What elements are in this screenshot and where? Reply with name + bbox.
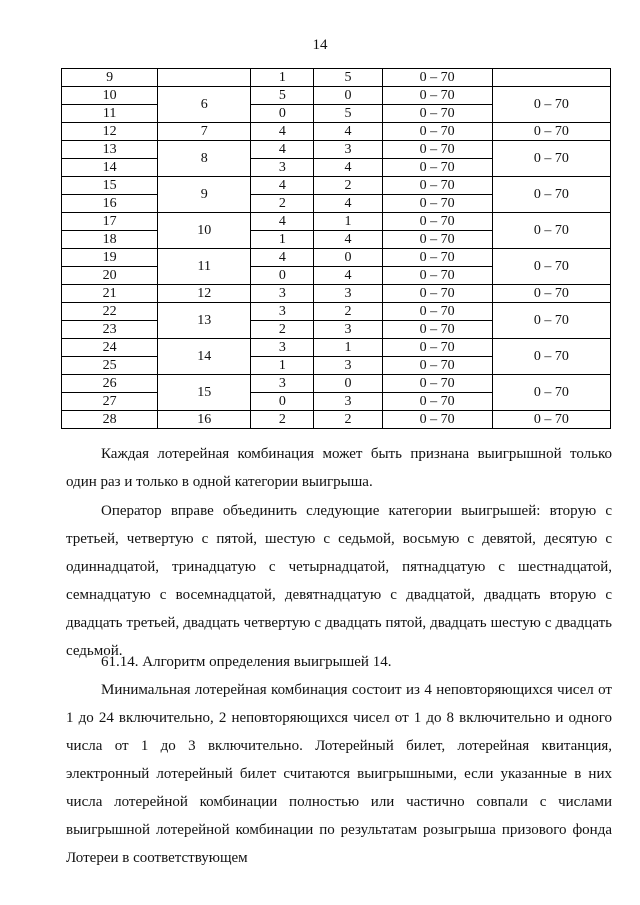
table-row (62, 87, 611, 105)
cell-match-count-b: 0 (314, 249, 382, 267)
cell-prize-category: 11 (158, 249, 251, 285)
paragraph-minimal-combination (66, 676, 612, 872)
cell-combined-range: 0 – 70 (492, 177, 610, 213)
paragraph-text: Каждая лотерейная комбинация может быть признана выигрышной только один раз и только в одной категории выигрыша. (66, 446, 612, 490)
table-row (62, 213, 611, 231)
cell-percent-range: 0 – 70 (382, 249, 492, 267)
cell-match-count-a: 4 (251, 177, 314, 195)
cell-match-count-a: 5 (251, 87, 314, 105)
cell-percent-range: 0 – 70 (382, 267, 492, 285)
cell-combined-range: 0 – 70 (492, 141, 610, 177)
cell-prize-category (158, 69, 251, 87)
cell-percent-range: 0 – 70 (382, 159, 492, 177)
table-row (62, 285, 611, 303)
cell-match-count-a: 3 (251, 285, 314, 303)
cell-percent-range: 0 – 70 (382, 357, 492, 375)
cell-combination-number: 11 (62, 105, 158, 123)
cell-prize-category: 16 (158, 411, 251, 429)
table-row (62, 339, 611, 357)
cell-match-count-b: 4 (314, 267, 382, 285)
cell-match-count-b: 5 (314, 69, 382, 87)
cell-prize-category: 8 (158, 141, 251, 177)
cell-match-count-b: 1 (314, 339, 382, 357)
cell-match-count-a: 0 (251, 393, 314, 411)
cell-percent-range: 0 – 70 (382, 105, 492, 123)
paragraph-single-category (66, 440, 612, 496)
cell-percent-range: 0 – 70 (382, 411, 492, 429)
page-number: 14 (312, 37, 328, 53)
cell-match-count-b: 3 (314, 393, 382, 411)
cell-combined-range: 0 – 70 (492, 213, 610, 249)
cell-match-count-b: 1 (314, 213, 382, 231)
cell-combined-range (492, 69, 610, 87)
cell-match-count-a: 3 (251, 159, 314, 177)
cell-match-count-a: 2 (251, 195, 314, 213)
cell-combination-number: 20 (62, 267, 158, 285)
cell-match-count-a: 4 (251, 141, 314, 159)
cell-combination-number: 24 (62, 339, 158, 357)
cell-match-count-a: 0 (251, 105, 314, 123)
cell-match-count-a: 3 (251, 339, 314, 357)
cell-combination-number: 22 (62, 303, 158, 321)
cell-combination-number: 23 (62, 321, 158, 339)
cell-match-count-a: 1 (251, 357, 314, 375)
cell-combined-range: 0 – 70 (492, 87, 610, 123)
cell-match-count-a: 2 (251, 321, 314, 339)
cell-match-count-b: 4 (314, 195, 382, 213)
cell-combination-number: 19 (62, 249, 158, 267)
cell-combination-number: 15 (62, 177, 158, 195)
cell-prize-category: 7 (158, 123, 251, 141)
cell-combination-number: 25 (62, 357, 158, 375)
cell-match-count-a: 3 (251, 375, 314, 393)
cell-percent-range: 0 – 70 (382, 393, 492, 411)
cell-combination-number: 17 (62, 213, 158, 231)
cell-percent-range: 0 – 70 (382, 303, 492, 321)
table-row (62, 141, 611, 159)
cell-match-count-b: 2 (314, 303, 382, 321)
table-row (62, 303, 611, 321)
cell-combination-number: 28 (62, 411, 158, 429)
paragraph-category-merge (66, 497, 612, 665)
cell-percent-range: 0 – 70 (382, 213, 492, 231)
cell-match-count-a: 1 (251, 69, 314, 87)
cell-match-count-b: 2 (314, 177, 382, 195)
cell-prize-category: 9 (158, 177, 251, 213)
cell-match-count-b: 4 (314, 159, 382, 177)
cell-match-count-b: 3 (314, 285, 382, 303)
cell-match-count-b: 3 (314, 321, 382, 339)
cell-prize-category: 6 (158, 87, 251, 123)
cell-combined-range: 0 – 70 (492, 375, 610, 411)
cell-match-count-a: 0 (251, 267, 314, 285)
cell-prize-category: 13 (158, 303, 251, 339)
cell-combination-number: 12 (62, 123, 158, 141)
cell-match-count-b: 3 (314, 141, 382, 159)
table-row (62, 375, 611, 393)
cell-percent-range: 0 – 70 (382, 231, 492, 249)
cell-prize-category: 10 (158, 213, 251, 249)
cell-prize-category: 12 (158, 285, 251, 303)
cell-combination-number: 13 (62, 141, 158, 159)
cell-combined-range: 0 – 70 (492, 303, 610, 339)
cell-percent-range: 0 – 70 (382, 141, 492, 159)
cell-match-count-a: 3 (251, 303, 314, 321)
cell-combination-number: 27 (62, 393, 158, 411)
table-row (62, 249, 611, 267)
cell-combination-number: 21 (62, 285, 158, 303)
cell-combination-number: 26 (62, 375, 158, 393)
cell-match-count-b: 0 (314, 87, 382, 105)
cell-combination-number: 18 (62, 231, 158, 249)
cell-match-count-b: 4 (314, 123, 382, 141)
cell-match-count-a: 2 (251, 411, 314, 429)
cell-combined-range: 0 – 70 (492, 249, 610, 285)
cell-match-count-b: 2 (314, 411, 382, 429)
cell-match-count-a: 4 (251, 213, 314, 231)
prize-table-body (62, 69, 611, 429)
cell-combined-range: 0 – 70 (492, 411, 610, 429)
paragraph-text: Оператор вправе объединить следующие категории выигрышей: вторую с третьей, четвертую с пятой, шестую с седьмой, восьмую с девятой, десятую с одиннадцатой, тринадцатую с четырнадцатой, пятнадцатую с шестнадцатой, семнадцатую с восемнадцатой, девятнадцатую с двадцатой, двадцать вторую с двадцать третьей, двадцать четвертую с двадцать пятой, двадцать шестую с двадцать седьмой. (66, 503, 612, 659)
cell-percent-range: 0 – 70 (382, 195, 492, 213)
cell-combined-range: 0 – 70 (492, 339, 610, 375)
cell-prize-category: 15 (158, 375, 251, 411)
cell-percent-range: 0 – 70 (382, 321, 492, 339)
cell-combined-range: 0 – 70 (492, 285, 610, 303)
cell-percent-range: 0 – 70 (382, 87, 492, 105)
cell-combination-number: 9 (62, 69, 158, 87)
cell-percent-range: 0 – 70 (382, 177, 492, 195)
cell-match-count-b: 4 (314, 231, 382, 249)
cell-percent-range: 0 – 70 (382, 69, 492, 87)
paragraph-text: Минимальная лотерейная комбинация состоит из 4 неповторяющихся чисел от 1 до 24 включительно, 2 неповторяющихся чисел от 1 до 8 включительно и одного числа от 1 до 3 включительно. Лотерейный билет, лотерейная квитанция, электронный лотерейный билет считаются выигрышными, если указанные в них числа лотерейной комбинации полностью или частично совпали с числами выигрышной лотерейной комбинации по результатам розыгрыша призового фонда Лотереи в соответствующем (66, 682, 612, 866)
cell-match-count-b: 0 (314, 375, 382, 393)
table-row (62, 177, 611, 195)
cell-percent-range: 0 – 70 (382, 339, 492, 357)
cell-percent-range: 0 – 70 (382, 285, 492, 303)
prize-category-table (61, 68, 611, 429)
cell-combination-number: 16 (62, 195, 158, 213)
cell-match-count-b: 5 (314, 105, 382, 123)
cell-combination-number: 14 (62, 159, 158, 177)
cell-percent-range: 0 – 70 (382, 123, 492, 141)
cell-match-count-a: 4 (251, 123, 314, 141)
section-heading-61-14 (66, 648, 612, 676)
cell-prize-category: 14 (158, 339, 251, 375)
table-row (62, 411, 611, 429)
section-heading: 61.14. Алгоритм определения выигрышей 14. (101, 654, 392, 670)
cell-combination-number: 10 (62, 87, 158, 105)
cell-percent-range: 0 – 70 (382, 375, 492, 393)
cell-combined-range: 0 – 70 (492, 123, 610, 141)
table-row (62, 69, 611, 87)
cell-match-count-a: 1 (251, 231, 314, 249)
cell-match-count-b: 3 (314, 357, 382, 375)
cell-match-count-a: 4 (251, 249, 314, 267)
table-row (62, 123, 611, 141)
